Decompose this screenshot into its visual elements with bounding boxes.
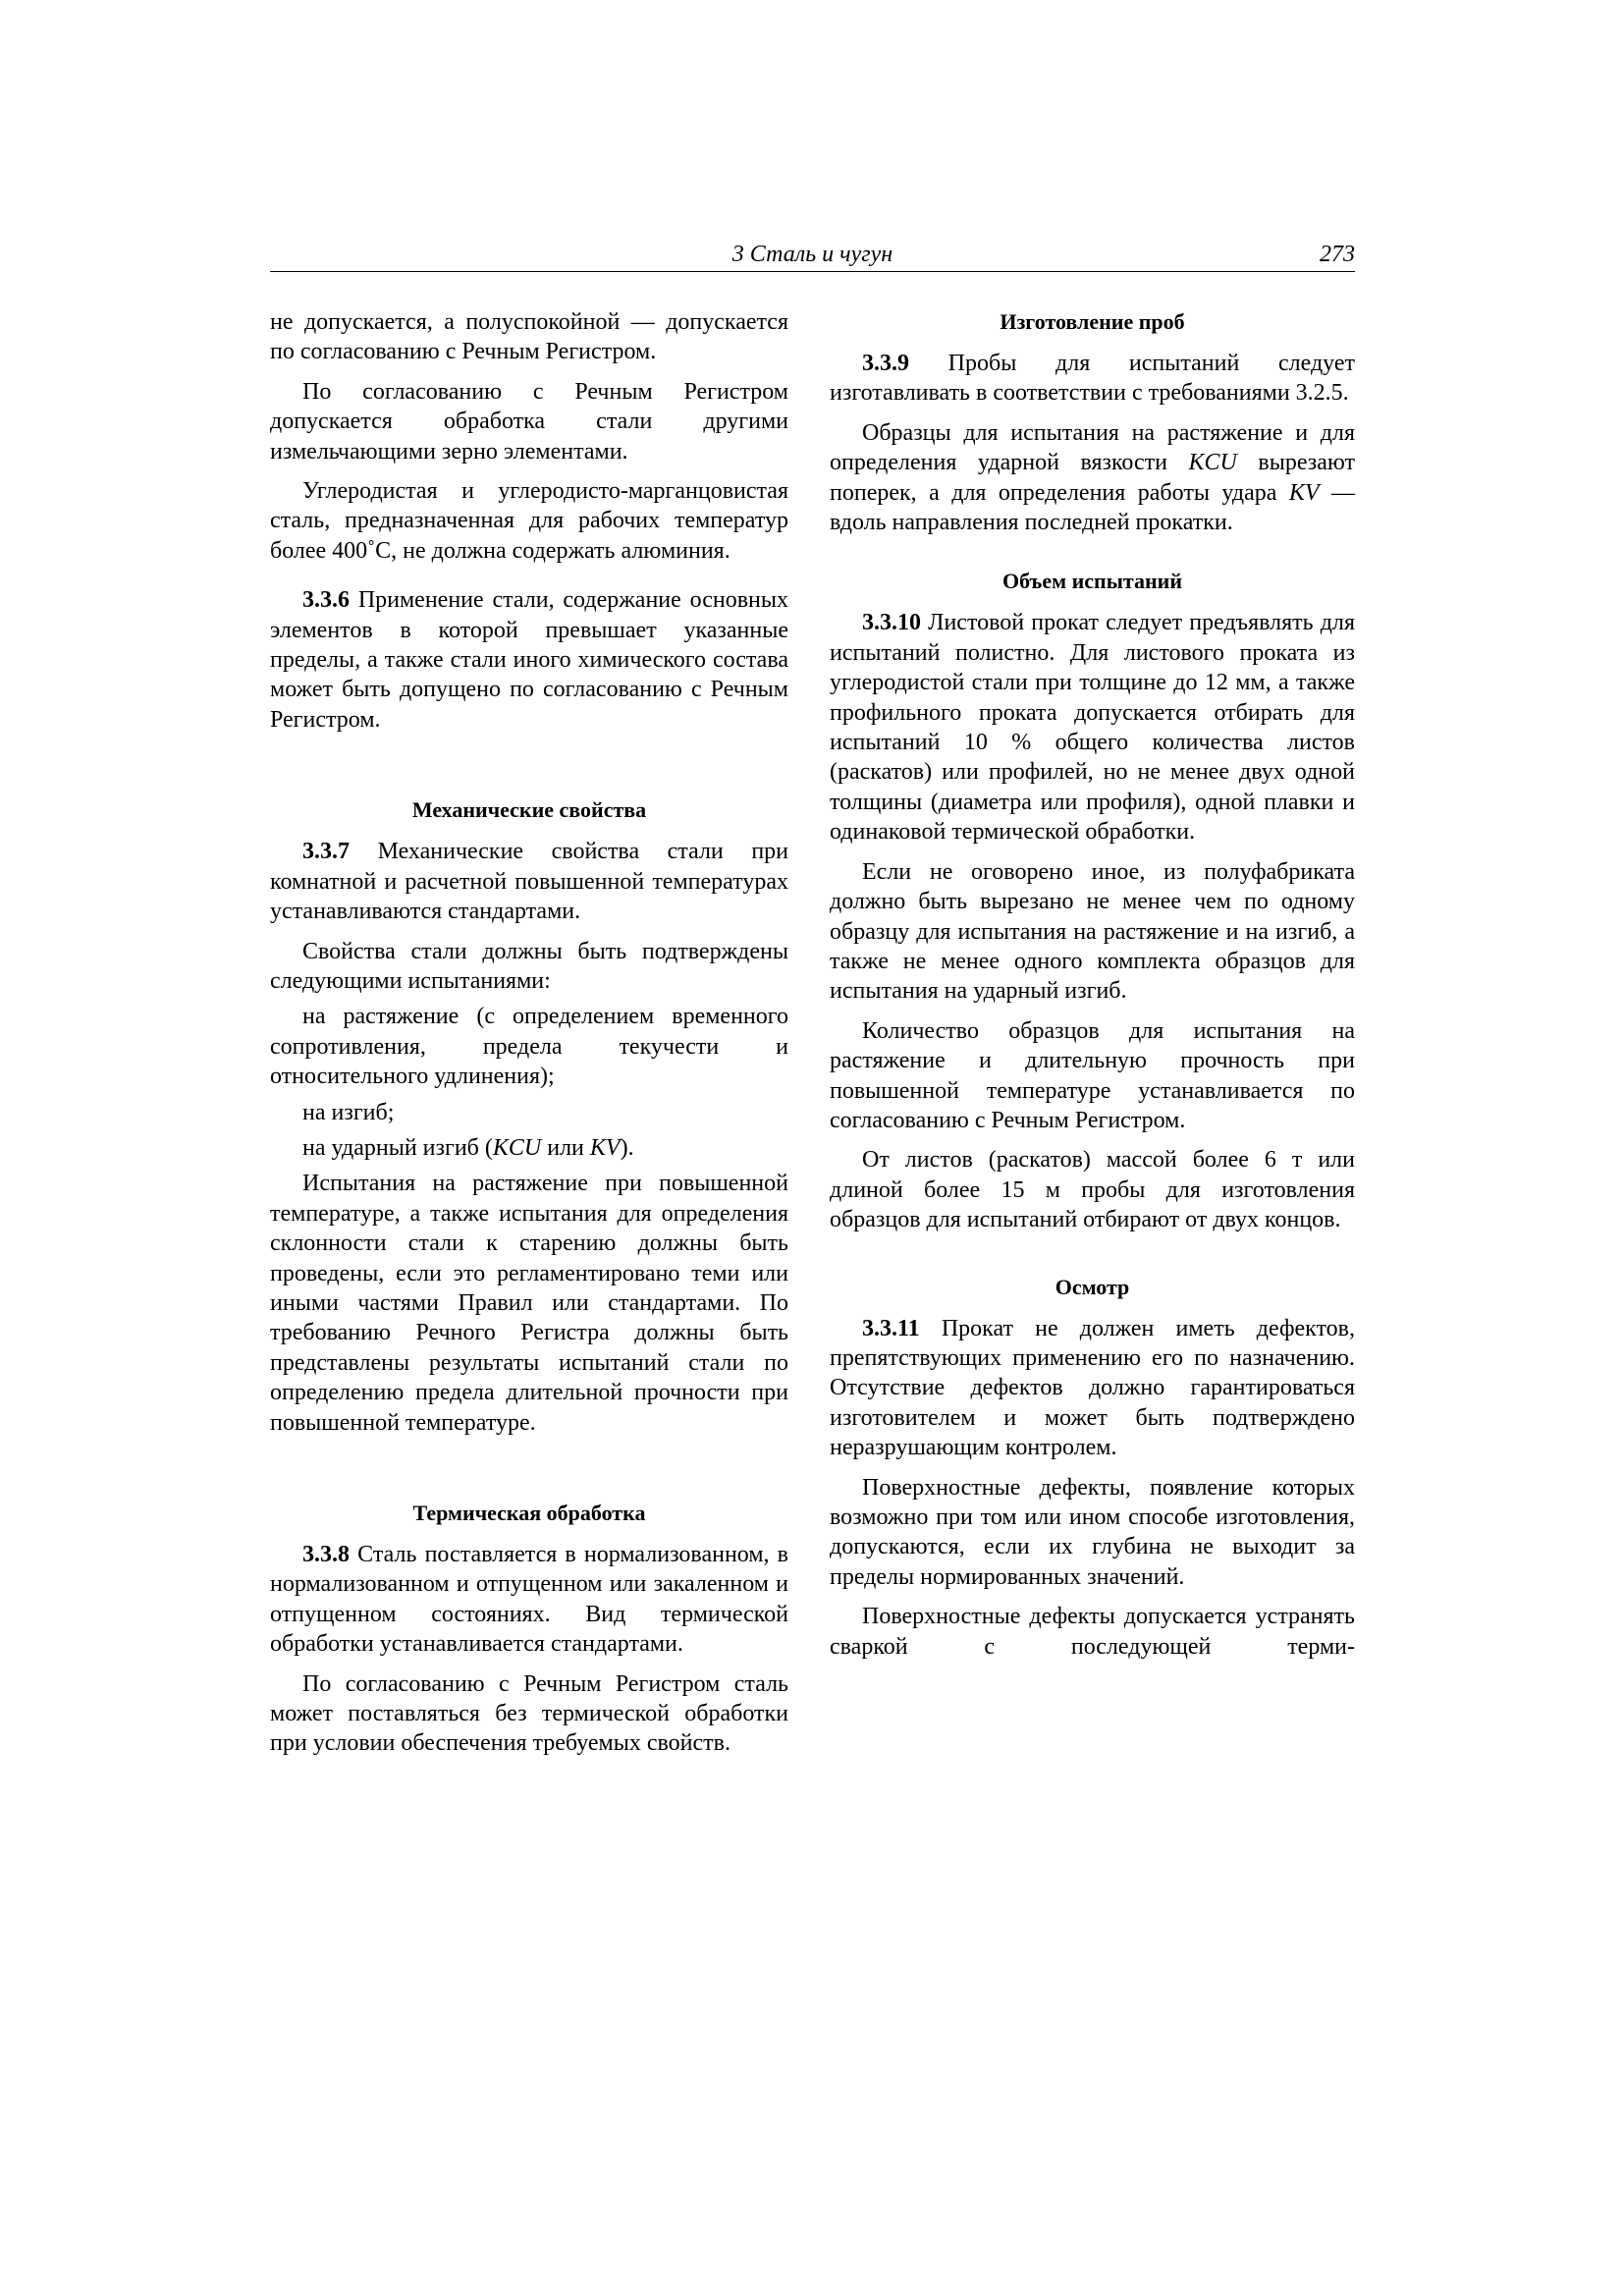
- right-column: [830, 307, 1355, 1671]
- clause-text: Листовой прокат следует предъявлять для испытаний полистно. Для листового проката из углеродистой стали при толщине до 12 мм, а также профильного проката допускается отбирать для испытаний 10 % общего количества листов (раскатов) или профилей, но не менее двух одной толщины (диаметра или профиля), одной плавки и одинаковой термической обработки.: [830, 610, 1355, 846]
- heading-mechanical-properties: Механические свойства: [411, 797, 647, 823]
- clause-number: 3.3.7: [302, 839, 350, 865]
- heading-sample-preparation: Изготовление проб: [1000, 309, 1185, 334]
- clause-text: Сталь поставляется в нормализованном, в нормализованном и отпущенном или закаленном и отпущенном состояниях. Вид термической обработки устанавливается стандартами.: [270, 1542, 788, 1658]
- list-item: на растяжение (с определением временного сопротивления, предела текучести и относительного удлинения);: [270, 1004, 788, 1090]
- heading-test-scope: Объем испытаний: [1001, 569, 1183, 594]
- clause-text: Прокат не должен иметь дефектов, препятствующих применению его по назначению. Отсутствие дефектов должно гарантироваться изготовителем и может быть подтверждено неразрушающим контролем.: [830, 1315, 1355, 1461]
- clause-number: 3.3.10: [862, 610, 921, 636]
- paragraph: Количество образцов для испытания на растяжение и длительную прочность при повышенной температуре устанавливается по согласованию с Речным Регистром.: [830, 1017, 1355, 1133]
- page-number: 273: [1320, 242, 1355, 267]
- clause-text: Механические свойства стали при комнатной и расчетной повышенной температурах устанавливаются стандартами.: [270, 839, 789, 925]
- left-column: [270, 307, 788, 1769]
- paragraph: не допускается, а полуспокойной — допускается по согласованию с Речным Регистром.: [270, 309, 788, 365]
- heading-heat-treatment: Термическая обработка: [412, 1501, 646, 1525]
- clause-number: 3.3.8: [302, 1542, 350, 1567]
- paragraph: От листов (раскатов) массой более 6 т или длиной более 15 м пробы для изготовления образцов для испытаний отбирают от двух концов.: [830, 1147, 1355, 1233]
- paragraph: Образцы для испытания на растяжение и для определения ударной вязкости KCU вырезают поперек, а для определения работы удара KV — вдоль направления последней прокатки.: [830, 419, 1356, 536]
- paragraph: Свойства стали должны быть подтверждены следующими испытаниями:: [270, 938, 788, 994]
- paragraph: По согласованию с Речным Регистром сталь может поставляться без термической обработки при условии обеспечения требуемых свойств.: [270, 1670, 788, 1757]
- paragraph: Поверхностные дефекты, появление которых возможно при том или ином способе изготовления, допускаются, если их глубина не выходит за пределы нормированных значений.: [830, 1474, 1355, 1590]
- clause-text: Применение стали, содержание основных элементов в которой превышает указанные пределы, а также стали иного химического состава может быть допущено по согласованию с Речным Регистром.: [270, 587, 788, 733]
- clause-3-3-7: [270, 837, 788, 926]
- clause-3-3-11: [830, 1314, 1355, 1463]
- list-item: на ударный изгиб (KCU или KV).: [302, 1134, 634, 1161]
- paragraph: Поверхностные дефекты допускается устранять сваркой с последующей терми-: [830, 1604, 1355, 1660]
- clause-number: 3.3.9: [862, 351, 909, 376]
- paragraph: Углеродистая и углеродисто-марганцовистая сталь, предназначенная для рабочих температур более 400˚С, не должна содержать алюминия.: [270, 478, 788, 564]
- section-title: 3 Сталь и чугун: [731, 242, 893, 267]
- clause-text: Пробы для испытаний следует изготавливать в соответствии с требованиями 3.2.5.: [830, 351, 1355, 407]
- clause-3-3-8: [270, 1540, 788, 1660]
- clause-3-3-9: [830, 349, 1355, 409]
- paragraph: Если не оговорено иное, из полуфабриката должно быть вырезано не менее чем по одному образцу для испытания на растяжение и на изгиб, а также не менее одного комплекта образцов для испытания на ударный изгиб.: [830, 858, 1355, 1005]
- list-item: на изгиб;: [302, 1099, 395, 1125]
- running-header: [270, 242, 1355, 272]
- paragraph: Испытания на растяжение при повышенной температуре, а также испытания для определения склонности стали к старению должны быть проведены, если это регламентировано теми или иными частями Правил или стандартами. По требованию Речного Регистра должны быть представлены результаты испытаний стали по определению предела длительной прочности при повышенной температуре.: [270, 1171, 788, 1436]
- clause-number: 3.3.6: [302, 587, 350, 614]
- paragraph: По согласованию с Речным Регистром допускается обработка стали другими измельчающими зерно элементами.: [270, 378, 788, 465]
- clause-number: 3.3.11: [862, 1315, 920, 1341]
- heading-inspection: Осмотр: [1055, 1274, 1130, 1299]
- clause-3-3-10: [830, 608, 1355, 847]
- clause-3-3-6: [270, 585, 788, 735]
